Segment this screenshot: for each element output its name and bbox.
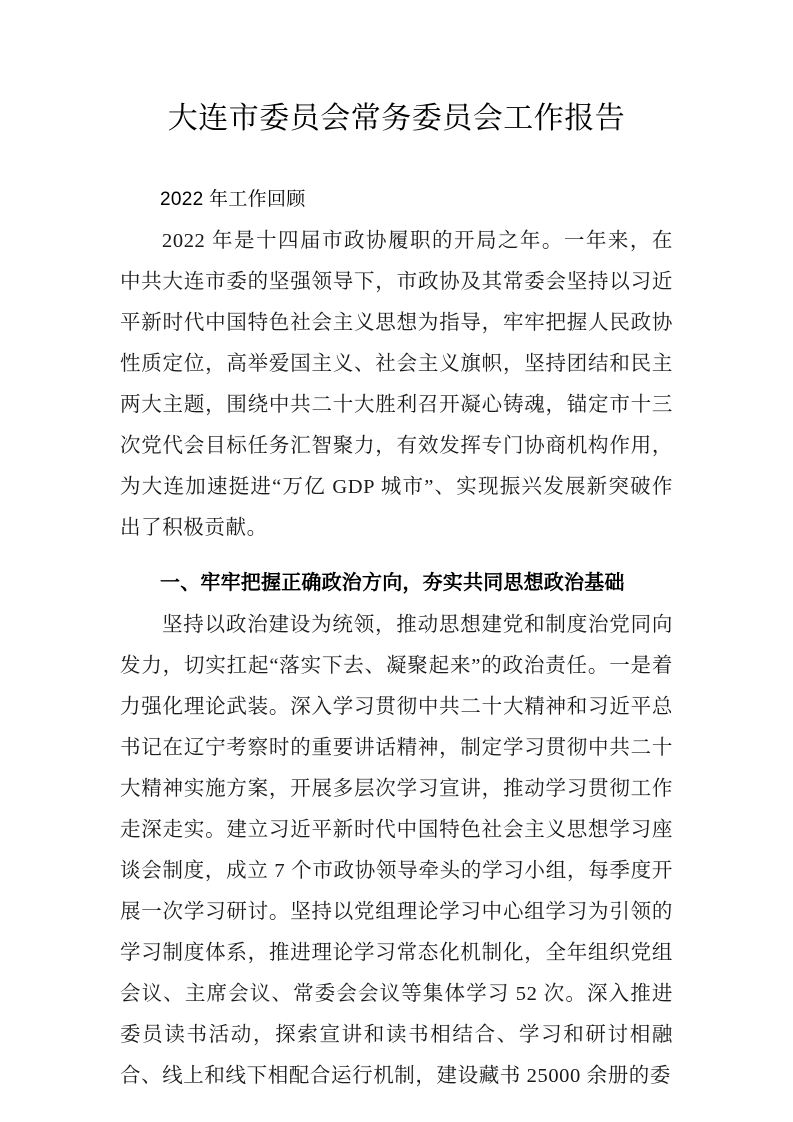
- page-content-column: [120, 0, 673, 1097]
- section-heading-one: 一、牢牢把握正确政治方向，夯实共同思想政治基础: [160, 572, 625, 594]
- document-title: 大连市委员会常务委员会工作报告: [167, 102, 626, 135]
- paragraph-intro: 2022 年是十四届市政协履职的开局之年。一年来，在中共大连市委的坚强领导下，市政协及其常委会坚持以习近平新时代中国特色社会主义思想为指导，牢牢把握人民政协性质定位，高举爱国主义、社会主义旗帜，坚持团结和民主两大主题，围绕中共二十大胜利召开凝心铸魂，锚定市十三次党代会目标任务汇智聚力，有效发挥专门协商机构作用，为大连加速挺进“万亿 GDP 城市”、实现振兴发展新突破作出了积极贡献。: [120, 230, 673, 539]
- section-subtitle-2022-review: 2022 年工作回顾: [160, 189, 306, 210]
- paragraph-section-one-body: 坚持以政治建设为统领，推动思想建党和制度治党同向发力，切实扛起“落实下去、凝聚起来”的政治责任。一是着力强化理论武装。深入学习贯彻中共二十大精神和习近平总书记在辽宁考察时的重要讲话精神，制定学习贯彻中共二十大精神实施方案，开展多层次学习宣讲，推动学习贯彻工作走深走实。建立习近平新时代中国特色社会主义思想学习座谈会制度，成立 7 个市政协领导牵头的学习小组，每季度开展一次学习研讨。坚持以党组理论学习中心组学习为引领的学习制度体系，推进理论学习常态化机制化，全年组织党组会议、主席会议、常委会会议等集体学习 52 次。深入推进委员读书活动，探索宣讲和读书相结合、学习和研讨相融合、线上和线下相配合运行机制，建设藏书 25000 余册的委: [120, 614, 673, 1087]
